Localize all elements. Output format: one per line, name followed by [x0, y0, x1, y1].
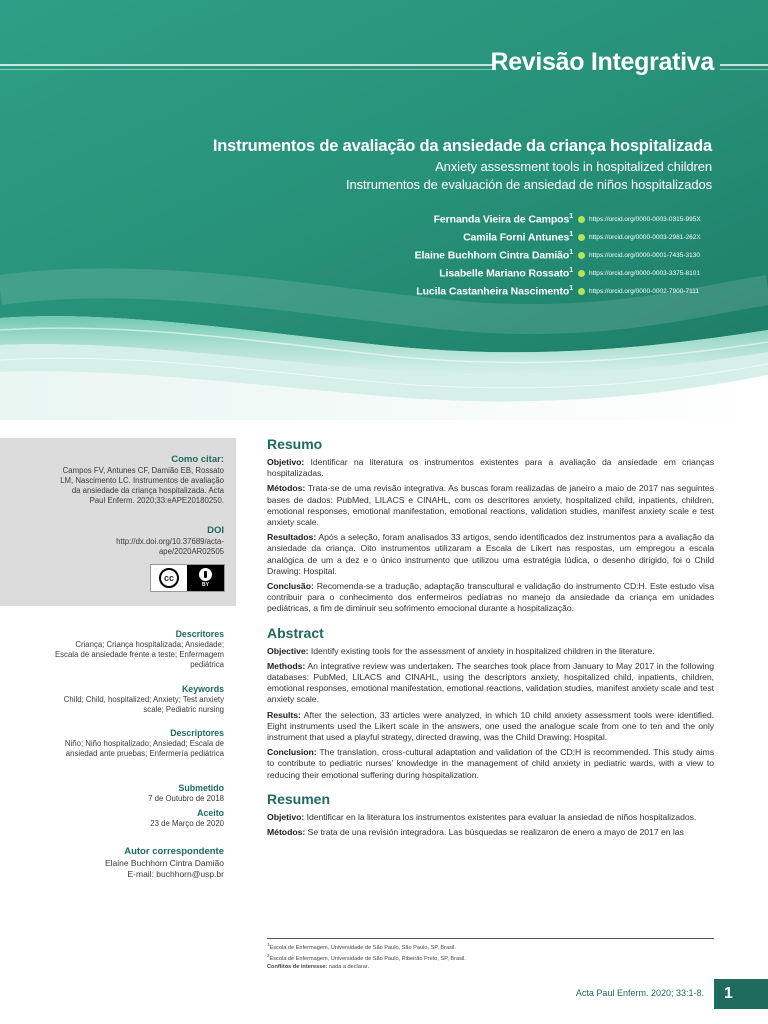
- accepted-block: [150, 807, 224, 829]
- footnotes: [267, 941, 466, 971]
- resumo-heading: Resumo: [267, 436, 323, 452]
- affiliation-1: $^1$Escola de Enfermagem, Universidade de São Paulo, São Paulo, SP, Brasil.: [267, 942, 456, 951]
- how-to-cite: [60, 454, 224, 506]
- citation-line: da ansiedade da criança hospitalizada. Acta: [71, 486, 224, 495]
- abstract-objective: Objective: Identify existing tools for the assessment of anxiety in hospitalized children in the literature.: [267, 645, 655, 656]
- keyword-line: ansiedad ante pruebas; Enfermería pediátrica: [65, 749, 224, 758]
- orcid-link[interactable]: https://orcid.org/0000-0001-7435-3130: [589, 251, 700, 259]
- citation-line: Paul Enferm. 2020;33:eAPE20180250.: [89, 496, 224, 505]
- submitted-heading: Submetido: [178, 783, 224, 793]
- conflicts-of-interest: Conflitos de interesse: nada a declarar.: [267, 964, 369, 971]
- author-name: Elaine Buchhorn Cintra Damião$^1$: [414, 248, 573, 262]
- resumen-metodos: Métodos: Se trata de una revisión integradora. Las búsquedas se realizaron de enero a mayo de 2017 en las: [267, 827, 684, 838]
- cc-by-license-badge[interactable]: [150, 564, 225, 592]
- page-number: 1: [714, 979, 768, 1009]
- orcid-link[interactable]: https://orcid.org/0000-0003-2981-262X: [589, 233, 701, 241]
- orcid-link[interactable]: https://orcid.org/0000-0003-0315-995X: [589, 215, 701, 223]
- title-rule: [720, 64, 768, 66]
- author-row: [415, 264, 714, 282]
- journal-citation: Acta Paul Enferm. 2020; 33:1-8.: [575, 988, 704, 998]
- abstract-heading: Abstract: [267, 624, 324, 641]
- cc-label: cc: [159, 568, 179, 588]
- orcid-icon: [578, 234, 585, 241]
- by-label: BY: [202, 582, 209, 588]
- submitted-block: [148, 782, 224, 804]
- abstract-column: [267, 436, 714, 842]
- keyword-line: Niño; Niño hospitalizado; Ansiedad; Escala de: [64, 739, 224, 748]
- orcid-icon: [578, 288, 585, 295]
- abstract-conclusion: Conclusion: The translation, cross-cultural adaptation and validation of the CD:H is recommended. This study aims to contribute to pediatric nurses' knowledge in the management of child anxiety in pediatric wards, with a view to reducing their emotional suffering during hospitalization.: [267, 747, 714, 780]
- title-english: Anxiety assessment tools in hospitalized children: [435, 159, 712, 174]
- descriptores-heading: Descriptores: [170, 728, 224, 738]
- doi-link[interactable]: ape/2020AR02505: [158, 547, 224, 556]
- article-titles: [213, 137, 712, 192]
- keyword-line: scale; Pediatric nursing: [143, 705, 224, 714]
- orcid-icon: [578, 216, 585, 223]
- resumen-heading: Resumen: [267, 790, 331, 807]
- footnote-divider: [267, 938, 714, 939]
- corresponding-heading: Autor correspondente: [124, 846, 224, 857]
- author-list: [415, 210, 714, 300]
- author-name: Lucila Castanheira Nascimento$^1$: [416, 284, 573, 298]
- resumo-conclusao: Conclusão: Recomenda-se a tradução, adaptação transcultural e validação do instrumento CD:H. Este estudo visa contribuir para o conhecimento dos enfermeiros pediatras no manejo da ansiedade da criança em unidades pediátricas, a fim de diminuir seu sofrimento emocional durante a hospitalização.: [267, 581, 714, 614]
- title-rule: [0, 69, 494, 70]
- keyword-line: pediátrica: [190, 660, 224, 669]
- keyword-line: Criança; Criança hospitalizada; Ansiedade;: [75, 640, 224, 649]
- doi-link[interactable]: http://dx.doi.org/10.37689/acta-: [116, 537, 224, 546]
- how-to-cite-heading: Como citar:: [171, 454, 224, 465]
- descritores-heading: Descritores: [175, 629, 224, 639]
- resumen-objetivo: Objetivo: Identificar en la literatura los instrumentos existentes para evaluar la ansiedad de niños hospitalizados.: [267, 811, 697, 822]
- corresponding-author-block: [105, 846, 224, 880]
- doi-block: [116, 525, 224, 557]
- resumo-resultados: Resultados: Após a seleção, foram analisados 33 artigos, sendo identificados dez instrumentos para a avaliação da ansiedade da criança. Oito instrumentos utilizaram a Escala de Likert nas respostas, um empregou a escala analógica de um a dez e o único instrumento que utilizou uma estratégia lúdica, o desenho dirigido, foi o Child Drawing: Hospital.: [267, 532, 714, 576]
- author-name: Lisabelle Mariano Rossato$^1$: [439, 266, 573, 280]
- corresponding-email[interactable]: E-mail: buchhorn@usp.br: [127, 869, 224, 879]
- submitted-date: 7 de Outubro de 2018: [148, 794, 224, 803]
- citation-line: Campos FV, Antunes CF, Damião EB, Rossato: [62, 466, 224, 475]
- title-portuguese: Instrumentos de avaliação da ansiedade da criança hospitalizada: [212, 137, 712, 155]
- resumo-metodos: Métodos: Trata-se de uma revisão integrativa. As buscas foram realizadas de janeiro a maio de 2017 nas seguintes bases de dados: PubMed, LILACS e CINAHL, com os descritores anxiety, hospitalized child, inpatients, children, emotional responses, emotional manifestation, emotional reactions, validation studies, manifest anxiety scale e test anxiety scale.: [267, 483, 714, 528]
- keyword-line: Child; Child, hospitalized; Anxiety; Test anxiety: [63, 695, 224, 704]
- orcid-link[interactable]: https://orcid.org/0000-0002-7900-7111: [589, 287, 699, 295]
- keywords-block: [64, 683, 224, 715]
- title-rule: [720, 69, 768, 70]
- title-spanish: Instrumentos de evaluación de ansiedad de niños hospitalizados: [346, 177, 712, 192]
- resumo-objetivo: Objetivo: Identificar na literatura os instrumentos existentes para a avaliação da ansiedade em crianças hospitalizadas.: [267, 457, 714, 479]
- doi-heading: DOI: [207, 525, 224, 536]
- accepted-heading: Aceito: [197, 808, 224, 818]
- keyword-line: Escala de ansiedade frente a teste; Enfermagem: [54, 650, 224, 659]
- author-row: [415, 282, 714, 300]
- by-icon: [187, 565, 224, 591]
- descriptores-block: [65, 727, 224, 759]
- corresponding-name: Elaine Buchhorn Cintra Damião: [104, 858, 224, 868]
- header-band: [0, 0, 768, 420]
- affiliation-2: $^2$Escola de Enfermagem, Universidade de São Paulo, Ribeirão Preto, SP, Brasil.: [267, 953, 466, 962]
- descritores-block: [55, 628, 224, 670]
- cc-icon: [151, 565, 187, 591]
- author-row: [415, 210, 714, 228]
- author-name: Fernanda Vieira de Campos$^1$: [433, 212, 573, 226]
- orcid-icon: [578, 270, 585, 277]
- person-icon: [199, 568, 212, 581]
- author-name: Camila Forni Antunes$^1$: [463, 230, 573, 244]
- accepted-date: 23 de Março de 2020: [150, 819, 224, 828]
- title-rule: [0, 64, 494, 66]
- abstract-methods: Methods: An integrative review was undertaken. The searches took place from January to May 2017 in the following databases: PubMed, LILACS and CINAHL, using the descriptors anxiety, hospitalized child, inpatients, children, emotional responses, emotional manifestation, emotional reactions, validation studies, manifest anxiety scale and test anxiety scale.: [267, 660, 714, 705]
- orcid-link[interactable]: https://orcid.org/0000-0003-3375-8101: [589, 269, 700, 277]
- author-row: [415, 228, 714, 246]
- abstract-results: Results: After the selection, 33 articles were analyzed, in which 10 child anxiety assessment tools were identified. Eight instruments used the Likert scale in the answers, one used the analogue scale from one to ten and the only instrument that used a playful strategy, directed drawing, was the Child Drawing: Hospital.: [267, 709, 714, 743]
- section-title: Revisão Integrativa: [490, 48, 714, 76]
- citation-line: LM, Nascimento LC. Instrumentos de avaliação: [60, 476, 224, 485]
- keywords-heading: Keywords: [181, 684, 224, 694]
- author-row: [415, 246, 714, 264]
- orcid-icon: [578, 252, 585, 259]
